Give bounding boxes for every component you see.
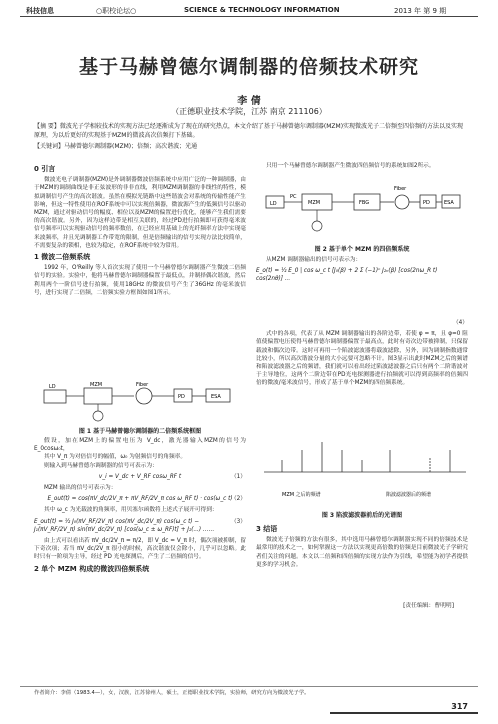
affiliation: （正德职业技术学院，江苏 南京 211106）	[171, 107, 327, 116]
spectrum-after-filter	[390, 450, 450, 472]
fiber-coil-icon-2	[395, 195, 409, 209]
figure-3-spectrum	[262, 436, 468, 506]
spectrum-before-filter	[282, 442, 362, 472]
para-mzm-output-2: 从MZM 调制器输出的信号可表示为：	[266, 257, 362, 263]
section-1-title: 1 微波二倍频系统	[34, 253, 91, 262]
author-name: 李 倩	[237, 96, 261, 107]
mzm-label: MZM	[90, 382, 103, 388]
pc-label: PC	[290, 194, 297, 200]
section-2-title: 2 单个 MZM 构成的微波四倍频系统	[34, 564, 150, 573]
fiber-label-2: Fiber	[394, 186, 407, 192]
rf-source-icon	[93, 411, 103, 421]
fig3-left-label: MZM 之后的频谱	[282, 492, 321, 498]
para-conclusion: 由上式可以看出若 πV_dc/2V_π = π/2，即 V_dc = V_π 时，偶次项被抑制，留下奇次项；若当 πV_dc/2V_π 很小的时候，高次谐波仅会除小，几乎可以忽略。此时只有一阶项为主导，经过 PD 光电探测后，产生了二倍频的信号。	[34, 538, 246, 561]
fbg-label: FBG	[359, 200, 370, 206]
section-3-title: 3 结语	[256, 525, 278, 533]
right-column-intro	[256, 162, 468, 170]
esa-label: ESA	[211, 394, 221, 400]
figure-1-diagram	[36, 380, 246, 424]
editor-note: [责任编辑：曹明明]	[403, 603, 454, 609]
figure-1-caption: 图 1 基于马赫曾德尔调制器的二倍频系统框图	[78, 428, 202, 435]
conclusion-block	[256, 522, 468, 569]
section-3-text: 微波光子倍频的方法有很多，其中选用马赫曾德尔调制器实现不同的倍频技术是最常用的技术之一，如何掌握这一方法以实现更高倍数的倍频是目前微波光子学研究者们关注的问题。本文以二倍频和四倍频的实现方法作为引线，希望能为初学者提供更多的学习机会。	[256, 537, 468, 568]
pd-label-2: PD	[423, 200, 430, 206]
column-tag: ○职校论坛○	[96, 7, 137, 15]
para-mzm-output: MZM 输出的信号可表示为：	[44, 485, 117, 492]
right-column-body	[256, 256, 468, 388]
equation-3: E_out(t) = ½ J₀(πV_RF/2V_π) cos(πV_dc/2V_π) cos(ω_c t) − J₁(πV_RF/2V_π) sin(πV_dc/2V_π) [cos(ω_c ± ω_RF)t] + J₂(...) …… （3）	[34, 518, 246, 533]
para-input-signal: 则输入到马赫曾德尔调制器的信号可表示为：	[44, 462, 158, 469]
equation-4: E_o(t) = ½ E_0 | cos ω_c t [J₀(β) + 2 Σ (−1)ⁿ J₂ₙ(β) [cos(2nω_R t) cos(2nθ)] ... （4）	[256, 268, 468, 326]
mzm-box	[84, 388, 112, 404]
author-footnote: 作者简介：李倩（1983.4—），女，汉族，江苏徐州人，硕士，正德职业技术学院，实验师，研究方向为微波光子学。	[34, 690, 310, 696]
journal-en: SCIENCE & TECHNOLOGY INFORMATION	[184, 6, 340, 14]
figure-2-diagram	[262, 180, 462, 242]
ld-label: LD	[49, 384, 56, 390]
fig3-right-label: 陷波滤波器后的频谱	[386, 492, 432, 498]
issue-label: 2013 年 第 9 期	[394, 7, 447, 15]
journal-cn: 科技信息	[26, 7, 54, 15]
header-rule	[20, 16, 478, 17]
left-column	[34, 162, 246, 297]
fiber-label: Fiber	[136, 382, 149, 388]
para-assumption: 假设，加在MZM上的偏置电压为 V_dc，激光器输入MZM的信号为 E_0cosω₀t，	[34, 438, 246, 453]
mzm-label-2: MZM	[308, 200, 321, 206]
footnote-rule	[20, 686, 478, 687]
page-number: 317	[451, 702, 468, 711]
left-column-lower	[34, 437, 246, 576]
figure-2-caption: 图 2 基于单个 MZM 的四倍频系统	[314, 246, 410, 253]
page-rule	[330, 712, 478, 714]
figure-3-caption: 图 3 陷波滤波器前后的光谱图	[321, 512, 403, 519]
keywords-text: 【关键词】马赫曾德尔调制器(MZM)；倍频；高次谐波；光通	[34, 143, 198, 150]
section-0-title: 0 引言	[34, 165, 56, 173]
equation-2: E_out(t) = cos(πV_dc/2V_π + πV_RF/2V_π cos ω_RF t) · cos(ω_c t) （2）	[47, 496, 246, 503]
abstract-text: 【摘 要】微波光子学相较技术的实现方法已经逐渐成为了现在的研究热点，本文介绍了基于马赫曾德尔调制器(MZM)实现微波光子二倍频至四倍频的方法以及实现原理，为以后更好的实现基于MZM的微波高次倍频打下基础。	[34, 123, 464, 139]
ld-box	[44, 390, 66, 403]
para-sideband-explanation: 式中的各项，代表了从 MZM 调制器输出的各阶边带，若使 φ = π，且 φ=0 阻值使偏置电压使得马赫曾德尔调制器偏置于最高点，此时有奇次边带被抑制，只保留载波和偶次边带。这时可再用一个陷波滤波器将载波滤除，另外，因为调制指数通常比较小，所以高次谐波分量的大小远要可忽略不计。图3显示出此时MZM之后的频谱和陷波滤波器之后的频谱，我们就可以看出经过陷波滤波器之后只有两个二阶谐波对于主导地位，这两个二阶边带在PD光电探测器进行拍频就可以得到高频率的倍频四倍的微波/毫米波信号，形成了基于单个MZM的四倍频系统。	[256, 331, 468, 387]
rf-source-icon-2	[312, 221, 322, 231]
pd-label: PD	[178, 394, 185, 400]
para-bessel: 其中 ω_c 为光载波的角频率，用贝塞尔函数将上述式子展开可得到：	[44, 507, 218, 514]
section-1-text: 1992 年，O'Reilly 等人首次实现了使用一个马赫曾德尔调制器产生微波二倍频信号的实验。实验中，他将马赫曾德尔调制器偏置于最低点，并制择偶次谐波，然后利用两个一阶信号进行拍频，使用18GHz 的微波信号产生了36GHz 的毫米波信号，进行实现了二倍频，二倍频实验方框图如图1所示。	[34, 265, 246, 296]
paper-title: 基于马赫曾德尔调制器的倍频技术研究	[78, 56, 419, 78]
running-header	[0, 0, 498, 18]
ld-label-2: LD	[270, 201, 277, 207]
para-variables: 其中 V_π 为对倍信号的幅值，ω₀ 为射频信号的角频率。	[44, 454, 187, 461]
section-0-text: 微波光电子调制器(MZM)是外调制器微波倍频系统中应用广泛的一种调制器，由于MZM的调制曲线是非正弦波形的非非直线，利用MZM调制器的非线性的特性，模拟调制信号产生的高次谐波。虽然在模拟光链路中这些谐波会对系统的传输性能产生影响，但这一特性使用在ROF系统中可以实现倍频器，微波源产生的低频信号以驱动MZM，通过对驱动信号的幅度、相位以及MZM的偏置进行优化，能够产生我们需要的高次谐波。另外，因为这样边带是相互关联的，经过PD进行拍频即可获得毫米波信号频率可以实现驱动信号的频率数倍，在已经应用基础上的光纤频率方法中实现毫米波频率，并且光调制器工作带宽的限制，但是倍频输出的信号实现方法比较简单，不需要复杂的锁相，也较为稳定，在ROF系统中较为常用。	[34, 177, 246, 249]
para-four-times-intro: 只用一个马赫曾德尔调制器产生微波四倍频信号的系统如图2所示。	[266, 163, 435, 169]
esa-label-2: ESA	[444, 200, 454, 206]
fiber-coil-icon	[136, 388, 152, 404]
abstract-block	[34, 122, 464, 151]
equation-1: v_i = V_dc + V_RF cosω_RF t （1）	[98, 473, 246, 480]
